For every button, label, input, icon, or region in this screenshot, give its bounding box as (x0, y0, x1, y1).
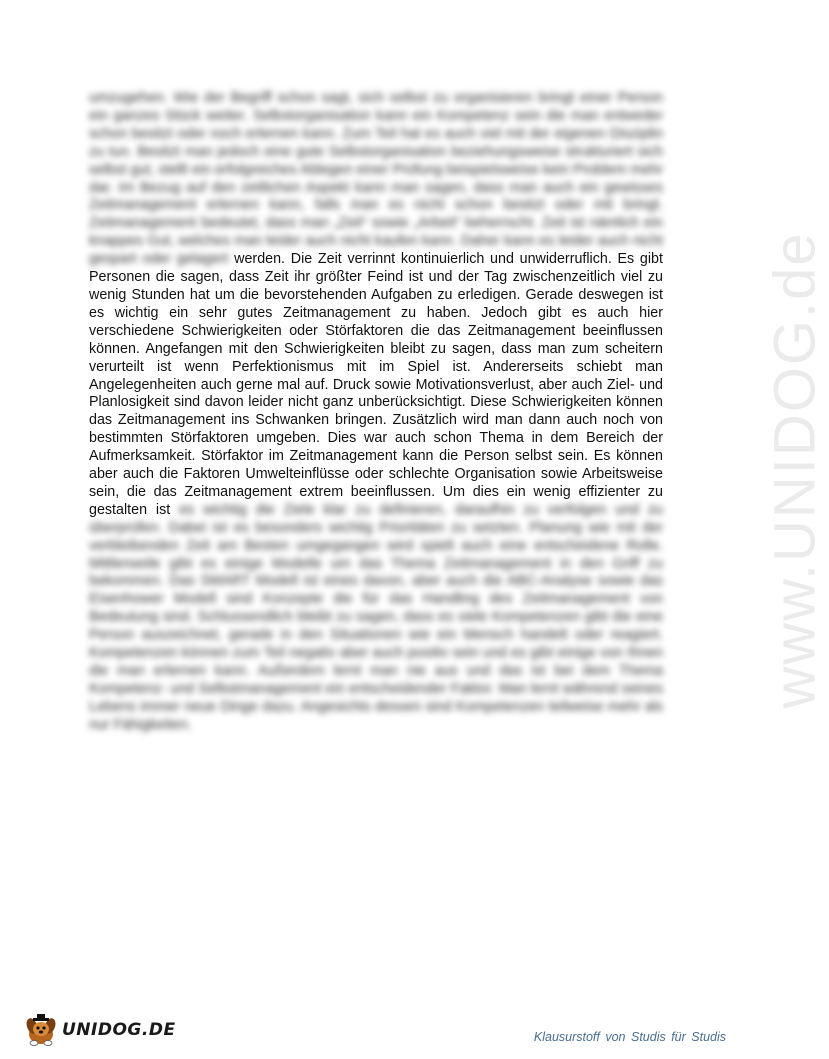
logo-text: UNIDOG.DE (62, 1020, 176, 1040)
footer-logo[interactable] (22, 1012, 176, 1048)
dog-mascot-icon (22, 1012, 60, 1048)
blurred-text-bottom: es wichtig die Ziele klar zu definieren, daraufhin zu verfolgen und zu überprüfen. Dabei ist es besonders wichtig Prioritäten zu setzten. Planung wie mit der verbleibenden Zeit am Besten umgegangen wird spielt auch eine entscheidene Rolle. Mittlerweile gibt es einige Modelle um das Thema Zeitmanagement in den Griff zu bekommen. Das SMART Modell ist eines davon, aber auch die ABC-Analyse sowie das Eisenhower Modell sind Konzepte die für das Handling des Zeitmanagement von Bedeutung sind. Schlussendlich bleibt zu sagen, dass es viele Kompetenzen gibt die eine Person auszeichnet, gerade in den Situationen wie ein Mensch handelt oder reagiert. Kompetenzen können zum Teil negativ aber auch positiv sein und es gibt einige von Ihnen die man erlernen kann. Außerdem lernt man nie aus und das ist bei dem Thema Kompetenz- und Selbstmanagement ein entscheidender Faktor. Man lernt während seines Lebens immer neue Dinge dazu. Angesichts dessen sind Kompetenzen teilweise mehr als nur Fähigkeiten. (89, 501, 663, 733)
watermark: www.UNIDOG.de (762, 231, 828, 709)
footer-tagline: Klausurstoff von Studis für Studis (533, 1030, 726, 1044)
body-text (89, 90, 663, 735)
blurred-text-top: umzugehen. Wie der Begriff schon sagt, sich selbst zu organisieren bringt einer Person ein ganzes Stück weiter. Selbstorganisation kann ein Kompetenz sein die man entweder schon besitzt oder noch erlernen kann. Zum Teil hat es auch viel mit der eigenen Disziplin zu tun. Besitzt man jedoch eine gute Selbstorganisation beziehungsweise strukturiert sich selbst gut, stellt ein erfolgreiches Ablegen einer Prüfung beispielsweise kein Problem mehr dar. Im Bezug auf den zeitlichen Aspekt kann man sagen, dass man auch ein gewisses Zeitmanagement erlernen kann, falls man es nicht schon besitzt oder mit bringt. Zeitmanagement bedeutet, dass man „Zeit“ sowie „Arbeit“ beherrscht. Zeit ist nämlich ein knappes Gut, welches man leider auch nicht kaufen kann. Daher kann es leider auch nicht gespart oder gelagert (89, 90, 663, 268)
visible-text: werden. Die Zeit verrinnt kontinuierlich und unwiderruflich. Es gibt Personen die sagen, dass Zeit ihr größter Feind ist und der Tag zwischenzeitlich viel zu wenig Stunden hat um die bevorstehenden Aufgaben zu erledigen. Gerade deswegen ist es wichtig ein sehr gutes Zeitmanagement zu haben. Jedoch gibt es auch hier verschiedene Schwierigkeiten oder Störfaktoren die das Zeitmanagement beeinflussen können. Angefangen mit den Schwierigkeiten bleibt zu sagen, dass man zum scheitern verurteilt ist wenn Perfektionismus mit im Spiel ist. Andererseits schiebt man Angelegenheiten auch gerne mal auf. Druck sowie Motivationsverlust, aber auch Ziel- und Planlosigkeit sind davon leider nicht ganz unberücksichtigt. Diese Schwierigkeiten können das Zeitmanagement ins Schwanken bringen. Zusätzlich wird man dann auch noch von bestimmten Störfaktoren umgeben. Dies war auch schon Thema in dem Bereich der Aufmerksamkeit. Störfaktor im Zeitmanagement kann die Person selbst sein. Es können aber auch die Faktoren Umwelteinflüsse oder schlechte Organisation sowie Arbeitsweise sein, die das Zeitmanagement extrem beeinflussen. Um dies ein wenig effizienter zu gestalten ist (89, 251, 663, 518)
